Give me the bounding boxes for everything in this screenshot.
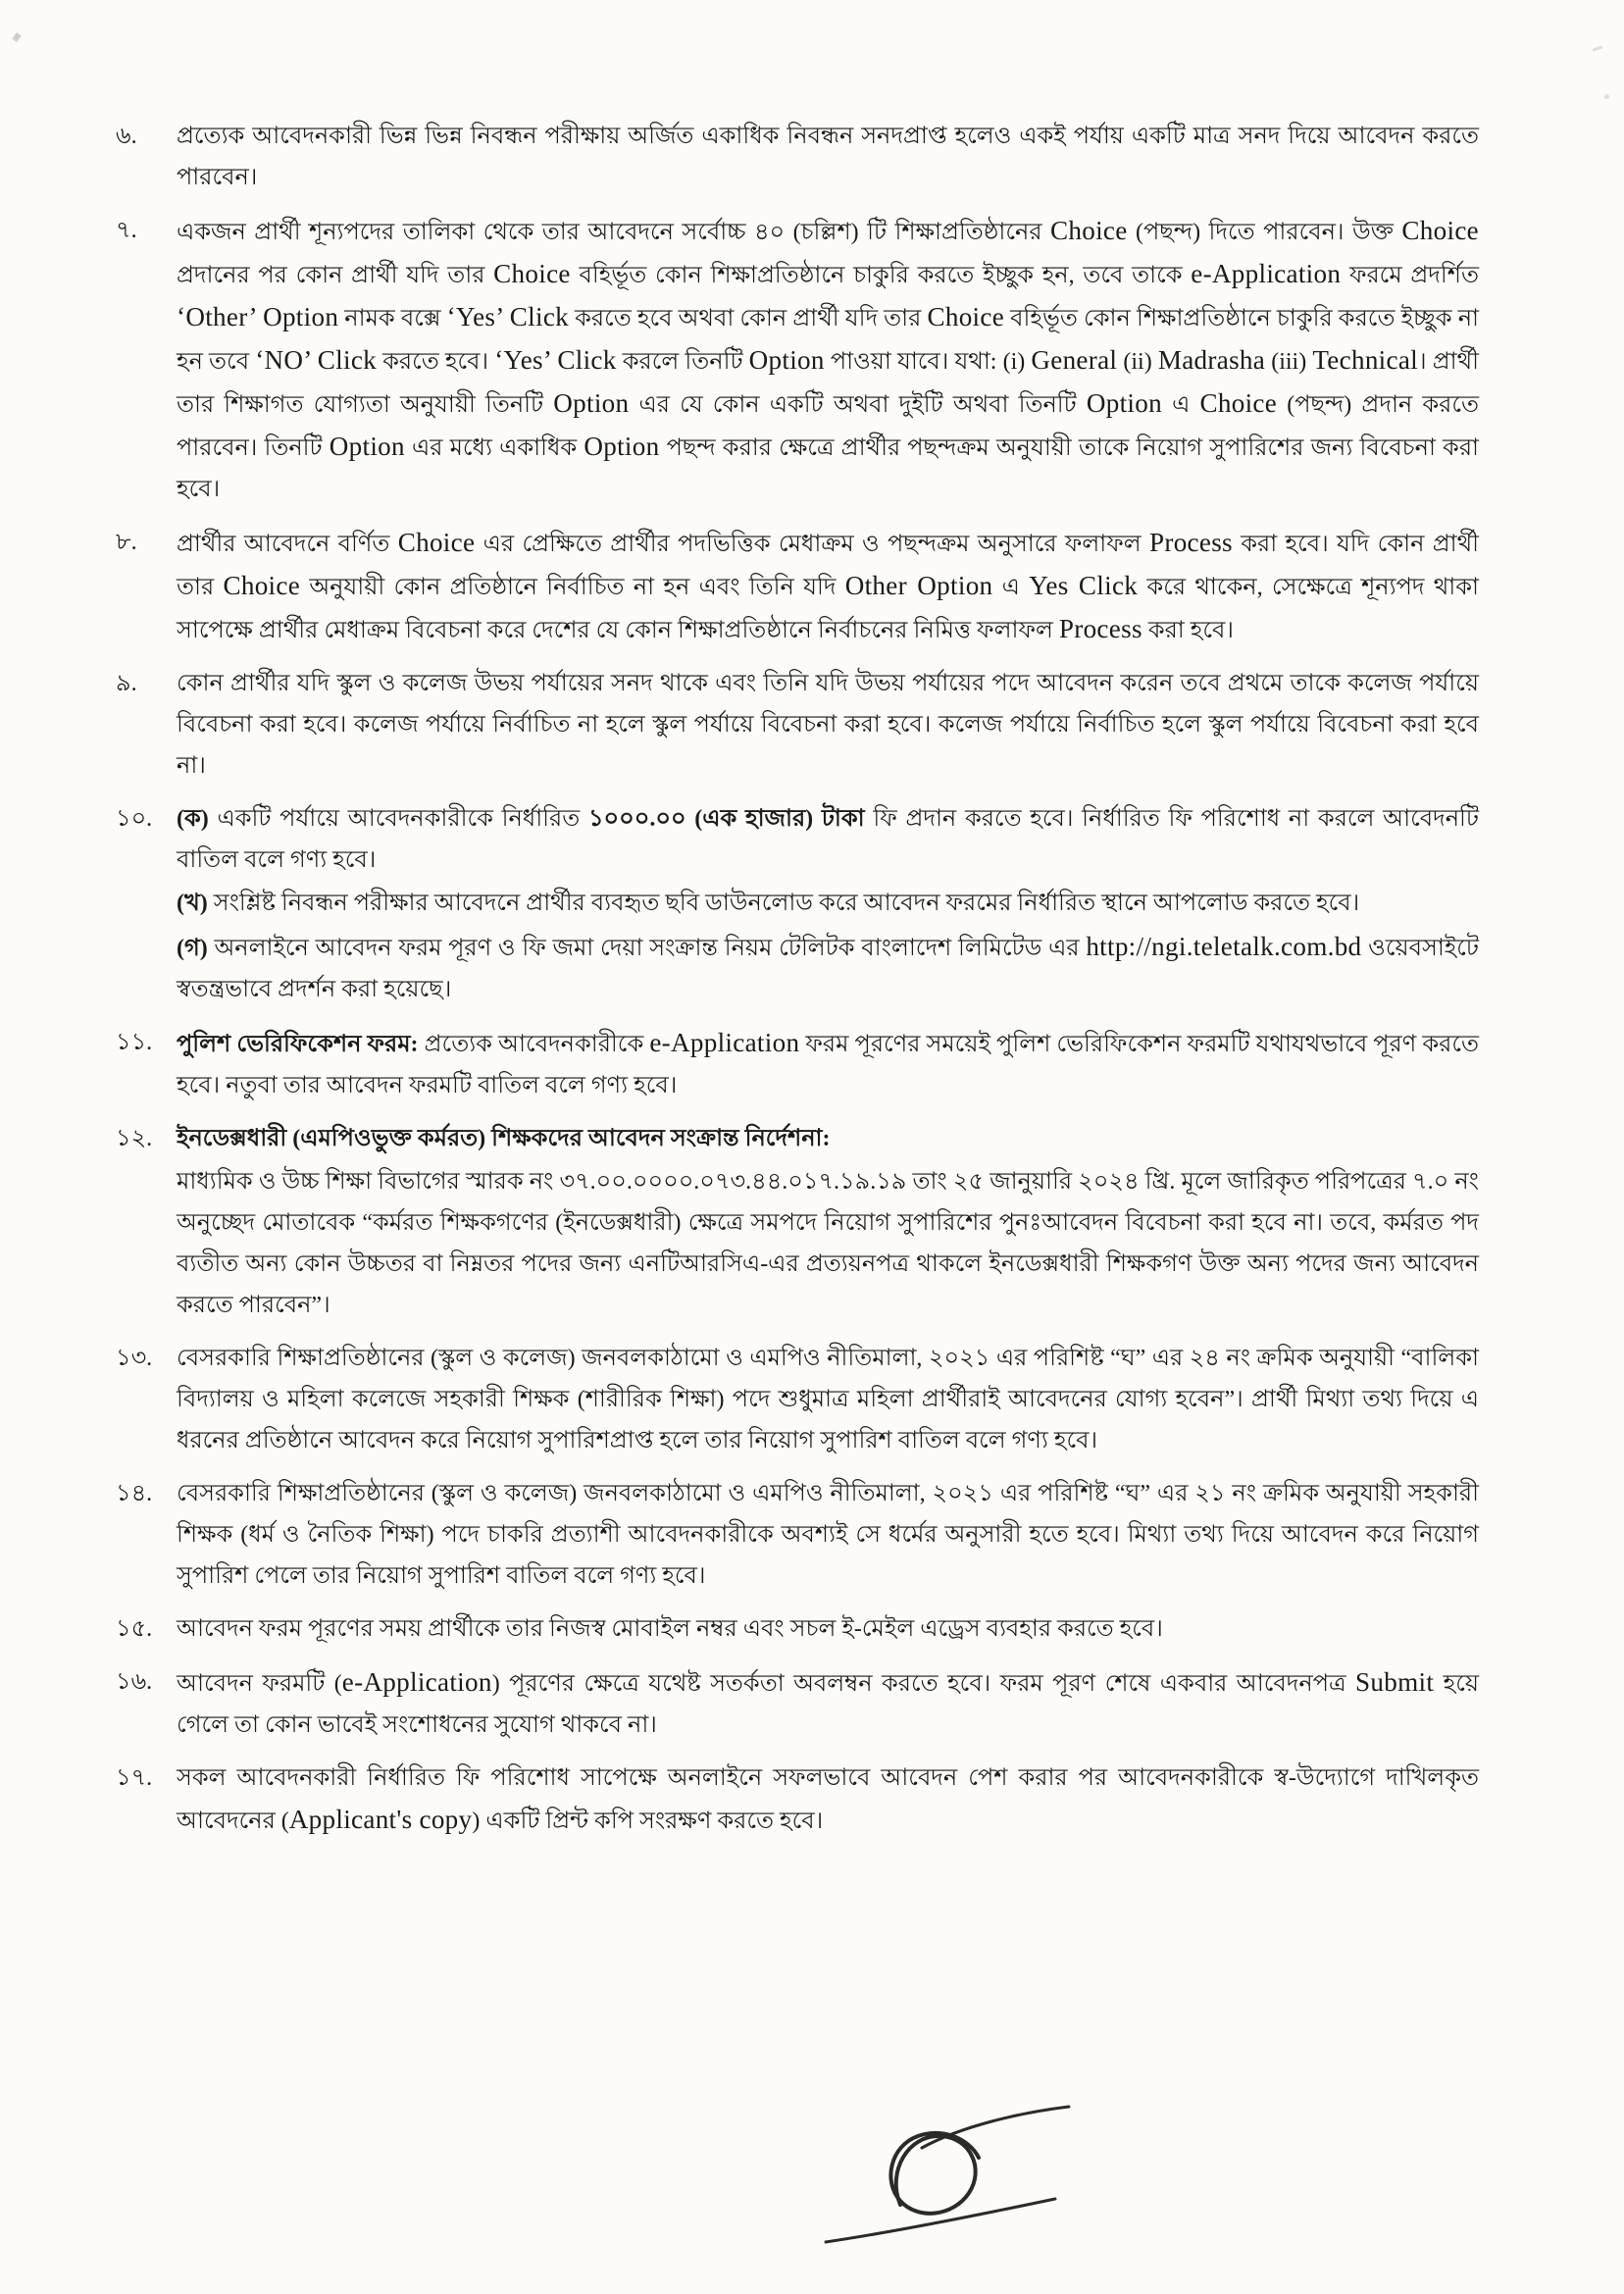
item-body xyxy=(177,1022,1479,1108)
text-run: কোন প্রার্থীর যদি স্কুল ও কলেজ উভয় পর্যায়ের সনদ থাকে এবং তিনি যদি উভয় পর্যায়ের পদে আবেদন করেন তবে প্রথমে তাকে কলেজ পর্যায়ে বিবেচনা করা হবে। কলেজ পর্যায়ে নির্বাচিত না হলে স্কুল পর্যায়ে বিবেচনা করা হবে। কলেজ পর্যায়ে নির্বাচিত হলে স্কুল পর্যায়ে বিবেচনা করা হবে না। xyxy=(177,671,1479,779)
text-run: সকল আবেদনকারী নির্ধারিত ফি পরিশোধ সাপেক্ষে অনলাইনে সফলভাবে আবেদন পেশ করার পর আবেদনকারীকে স্ব-উদ্যোগে দাখিলকৃত আবেদনের ( xyxy=(177,1765,1479,1834)
text-run: Process xyxy=(1058,614,1142,643)
text-run: । প্রার্থী তার শিক্ষাগত যোগ্যতা অনুযায়ী তিনটি xyxy=(177,349,1479,418)
text-run: Applicant's copy xyxy=(288,1805,473,1834)
text-run: বেসরকারি শিক্ষাপ্রতিষ্ঠানের (স্কুল ও কলেজ) জনবলকাঠামো ও এমপিও নীতিমালা, ২০২১ এর পরিশিষ্ট “ঘ” এর ২১ নং ক্রমিক অনুযায়ী সহকারী শিক্ষক (ধর্ম ও নৈতিক শিক্ষা) পদে চাকরি প্রত্যাশী আবেদনকারীকে অবশ্যই সে ধর্মের অনুসারী হতে হবে। মিথ্যা তথ্য দিয়ে আবেদন করে নিয়োগ সুপারিশ পেলে তার নিয়োগ সুপারিশ বাতিল বলে গণ্য হবে। xyxy=(177,1481,1479,1589)
paragraph xyxy=(177,1758,1479,1842)
text-run: অনলাইনে আবেদন ফরম পূরণ ও ফি জমা দেয়া সংক্রান্ত নিয়ম টেলিটক বাংলাদেশ লিমিটেড এর xyxy=(207,936,1087,961)
paragraph xyxy=(177,1161,1479,1326)
text-run: ওয়েবসাইটে স্বতন্ত্রভাবে প্রদর্শন করা হয়েছে। xyxy=(177,936,1479,1002)
paragraph xyxy=(177,926,1479,1010)
paragraph xyxy=(177,1338,1479,1461)
item-number: ৭. xyxy=(116,218,137,243)
item-body xyxy=(177,522,1479,653)
text-run: (iii) xyxy=(1265,349,1313,375)
text-run: পছন্দ করার ক্ষেত্রে প্রার্থীর পছন্দক্রম অনুযায়ী তাকে নিয়োগ সুপারিশের জন্য বিবেচনা করা হবে। xyxy=(177,435,1479,502)
text-run: Choice xyxy=(927,302,1005,331)
text-run: প্রদানের পর কোন প্রার্থী যদি তার xyxy=(177,263,494,288)
text-run: General xyxy=(1031,345,1118,375)
text-run: (গ) xyxy=(177,936,208,961)
text-run: ‘Yes’ Click xyxy=(446,302,570,331)
list-item xyxy=(116,798,1479,1012)
signature xyxy=(775,2089,1128,2275)
text-run: ‘Yes’ Click xyxy=(494,345,617,375)
text-run: ) পূরণের ক্ষেত্রে যথেষ্ট সতর্কতা অবলম্বন করতে হবে। ফরম পূরণ শেষে একবার আবেদনপত্র xyxy=(491,1671,1356,1697)
list-item xyxy=(116,522,1479,653)
item-number: ৬. xyxy=(116,124,137,149)
text-run: Choice xyxy=(223,571,301,600)
text-run: Option xyxy=(584,432,660,461)
paragraph xyxy=(177,1661,1479,1746)
paragraph xyxy=(177,798,1479,881)
text-run: Choice xyxy=(1199,388,1278,418)
item-body xyxy=(177,798,1479,1012)
paragraph xyxy=(177,663,1479,787)
text-run: Option xyxy=(1086,388,1162,418)
text-run: করতে হবে। xyxy=(377,349,495,375)
text-run: (পছন্দ) দিতে পারবেন। উক্ত xyxy=(1127,220,1402,245)
text-run: করা হবে। যদি কোন প্রার্থী তার xyxy=(177,532,1479,600)
item-number: ১৬. xyxy=(116,1669,153,1695)
text-run: ‘NO’ Click xyxy=(255,345,378,375)
text-run: অনুযায়ী কোন প্রতিষ্ঠানে নির্বাচিত না হন এবং তিনি যদি xyxy=(300,575,845,600)
item-body xyxy=(177,1118,1479,1328)
list-item xyxy=(116,210,1479,512)
text-run: Other Option xyxy=(844,571,993,600)
text-run: Submit xyxy=(1355,1667,1435,1697)
item-number: ৯. xyxy=(116,671,137,696)
text-run: সংশ্লিষ্ট নিবন্ধন পরীক্ষার আবেদনে প্রার্থীর ব্যবহৃত ছবি ডাউনলোড করে আবেদন ফরমের নির্ধারিত স্থানে আপলোড করতে হবে। xyxy=(207,891,1360,916)
item-number: ১৩. xyxy=(116,1346,153,1371)
item-body xyxy=(177,1473,1479,1599)
list-item xyxy=(116,1473,1479,1599)
item-number: ১৪. xyxy=(116,1481,153,1506)
text-run: প্রত্যেক আবেদনকারী ভিন্ন ভিন্ন নিবন্ধন পরীক্ষায় অর্জিত একাধিক নিবন্ধন সনদপ্রাপ্ত হলেও একই পর্যায় একটি মাত্র সনদ দিয়ে আবেদন করতে পারবেন। xyxy=(177,124,1479,190)
item-body xyxy=(177,663,1479,789)
text-run: প্রার্থীর আবেদনে বর্ণিত xyxy=(177,532,398,557)
text-run: মাধ্যমিক ও উচ্চ শিক্ষা বিভাগের স্মারক নং ৩৭.০০.০০০০.০৭৩.৪৪.০১৭.১৯.১৯ তাং ২৫ জানুয়ারি ২০২৪ খ্রি. মূলে জারিকৃত পরিপত্রের ৭.০ নং অনুচ্ছেদ মোতাবেক “কর্মরত শিক্ষকগণের (ইনডেক্সধারী) ক্ষেত্রে সমপদে নিয়োগ সুপারিশের পুনঃআবেদন বিবেচনা করা হবে না। তবে, কর্মরত পদ ব্যতীত অন্য কোন উচ্চতর বা নিম্নতর পদের জন্য এনটিআরসিএ-এর প্রত্যয়নপত্র থাকলে ইনডেক্সধারী শিক্ষকগণ উক্ত অন্য পদের জন্য আবেদন করতে পারবেন”। xyxy=(177,1169,1479,1318)
text-run: Option xyxy=(553,388,630,418)
website-url: http://ngi.teletalk.com.bd xyxy=(1086,932,1362,961)
scan-artifact xyxy=(12,32,22,42)
text-run: Madrasha xyxy=(1157,345,1266,375)
text-run: (ক) xyxy=(177,806,209,832)
text-run: Technical xyxy=(1312,345,1418,375)
item-number: ১৭. xyxy=(116,1765,153,1791)
item-number: ১৫. xyxy=(116,1616,153,1642)
text-run: হয়ে গেলে তা কোন ভাবেই সংশোধনের সুযোগ থাকবে না। xyxy=(177,1671,1479,1738)
text-run: ) একটি প্রিন্ট কপি সংরক্ষণ করতে হবে। xyxy=(472,1809,824,1834)
text-run: নামক বক্সে xyxy=(338,306,447,331)
paragraph xyxy=(177,1022,1479,1106)
text-run: Option xyxy=(748,345,825,375)
text-run: করতে হবে অথবা কোন প্রার্থী যদি তার xyxy=(569,306,928,331)
text-run: পুলিশ ভেরিফিকেশন ফরম: xyxy=(177,1032,419,1057)
text-run: Process xyxy=(1148,528,1233,557)
text-run: Choice xyxy=(1401,216,1479,245)
text-run: ফি প্রদান করতে হবে। নির্ধারিত ফি পরিশোধ না করলে আবেদনটি বাতিল বলে গণ্য হবে। xyxy=(177,806,1479,873)
text-run: Choice xyxy=(397,528,476,557)
items-list xyxy=(116,116,1479,1854)
text-run: প্রত্যেক আবেদনকারীকে xyxy=(418,1032,650,1057)
signature-flourish-top xyxy=(922,2107,1069,2148)
list-item xyxy=(116,1338,1479,1463)
text-run: Option xyxy=(329,432,405,461)
signature-loop xyxy=(890,2133,979,2214)
text-run: এর প্রেক্ষিতে প্রার্থীর পদভিত্তিক মেধাক্রম ও পছন্দক্রম অনুসারে ফলাফল xyxy=(475,532,1149,557)
text-run: (ii) xyxy=(1117,349,1158,375)
text-run: করে থাকেন, সেক্ষেত্রে শূন্যপদ থাকা সাপেক্ষে প্রার্থীর মেধাক্রম বিবেচনা করে দেশের যে কোন শিক্ষাপ্রতিষ্ঠানে নির্বাচনের নিমিত্ত ফলাফল xyxy=(177,575,1480,643)
list-item xyxy=(116,1758,1479,1844)
text-run: বহির্ভূত কোন শিক্ষাপ্রতিষ্ঠানে চাকুরি করতে ইচ্ছুক হন, তবে তাকে xyxy=(570,263,1192,288)
text-run: এ xyxy=(992,575,1030,600)
text-run: এ xyxy=(1161,392,1200,418)
text-run: করলে তিনটি xyxy=(616,349,749,375)
paragraph xyxy=(177,1473,1479,1597)
text-run: ফরম পূরণের সময়েই পুলিশ ভেরিফিকেশন ফরমটি যথাযথভাবে পূরণ করতে হবে। নতুবা তার আবেদন ফরমটি বাতিল বলে গণ্য হবে। xyxy=(177,1032,1480,1098)
text-run: করা হবে। xyxy=(1142,618,1234,643)
text-run: ১০০০.০০ (এক হাজার) টাকা xyxy=(587,806,865,832)
text-run: এর মধ্যে একাধিক xyxy=(404,435,584,461)
text-run: e-Application xyxy=(341,1667,492,1697)
list-item xyxy=(116,663,1479,789)
item-body xyxy=(177,210,1479,512)
item-number: ৮. xyxy=(116,530,137,555)
text-run: ফরমে প্রদর্শিত xyxy=(1341,263,1479,288)
text-run: বহির্ভূত কোন শিক্ষাপ্রতিষ্ঠানে চাকুরি করতে ইচ্ছুক না হন তবে xyxy=(177,306,1479,375)
text-run: e-Application xyxy=(649,1028,800,1057)
paragraph xyxy=(177,522,1479,651)
paragraph xyxy=(177,116,1479,198)
paragraph xyxy=(177,1608,1479,1650)
list-item xyxy=(116,116,1479,200)
list-item xyxy=(116,1118,1479,1328)
paragraph xyxy=(177,210,1479,510)
text-run: একজন প্রার্থী শূন্যপদের তালিকা থেকে তার আবেদনে সর্বোচ্চ ৪০ (চল্লিশ) টি শিক্ষাপ্রতিষ্ঠানের xyxy=(177,220,1050,245)
list-item xyxy=(116,1022,1479,1108)
text-run: আবেদন ফরমটি ( xyxy=(177,1671,342,1697)
text-run: এর যে কোন একটি অথবা দুইটি অথবা তিনটি xyxy=(629,392,1087,418)
item-number: ১০. xyxy=(116,806,153,832)
text-run: e-Application xyxy=(1191,259,1342,288)
item-body xyxy=(177,1608,1479,1652)
list-item xyxy=(116,1608,1479,1652)
text-run: (খ) xyxy=(177,891,208,916)
item-body xyxy=(177,1661,1479,1748)
item-body xyxy=(177,1338,1479,1463)
text-run: আবেদন ফরম পূরণের সময় প্রার্থীকে তার নিজস্ব মোবাইল নম্বর এবং সচল ই-মেইল এড্রেস ব্যবহার করতে হবে। xyxy=(177,1616,1163,1642)
item-number: ১২. xyxy=(116,1126,153,1151)
text-run: পাওয়া যাবে। যথা: (i) xyxy=(824,349,1032,375)
signature-flourish-bottom xyxy=(826,2199,1055,2242)
text-run: ইনডেক্সধারী (এমপিওভুক্ত কর্মরত) শিক্ষকদের আবেদন সংক্রান্ত নির্দেশনা: xyxy=(177,1126,831,1151)
text-run: Choice xyxy=(493,259,571,288)
text-run: (পছন্দ) প্রদান করতে পারবেন। তিনটি xyxy=(177,392,1480,461)
item-body xyxy=(177,1758,1479,1844)
paragraph xyxy=(177,883,1479,924)
text-run: বেসরকারি শিক্ষাপ্রতিষ্ঠানের (স্কুল ও কলেজ) জনবলকাঠামো ও এমপিও নীতিমালা, ২০২১ এর পরিশিষ্ট “ঘ” এর ২৪ নং ক্রমিক অনুযায়ী “বালিকা বিদ্যালয় ও মহিলা কলেজে সহকারী শিক্ষক (শারীরিক শিক্ষা) পদে শুধুমাত্র মহিলা প্রার্থীরাই আবেদনের যোগ্য হবেন”। প্রার্থী মিথ্যা তথ্য দিয়ে এ ধরনের প্রতিষ্ঠানে আবেদন করে নিয়োগ সুপারিশপ্রাপ্ত হলে তার নিয়োগ সুপারিশ বাতিল বলে গণ্য হবে। xyxy=(177,1346,1479,1453)
scan-artifact xyxy=(1593,45,1602,51)
text-run: Yes Click xyxy=(1029,571,1139,600)
text-run: একটি পর্যায়ে আবেদনকারীকে নির্ধারিত xyxy=(208,806,588,832)
scan-artifact xyxy=(1604,94,1609,99)
paragraph xyxy=(177,1118,1479,1159)
text-run: Choice xyxy=(1049,216,1128,245)
text-run: ‘Other’ Option xyxy=(177,302,339,331)
list-item xyxy=(116,1661,1479,1748)
item-number: ১১. xyxy=(116,1030,153,1055)
item-body xyxy=(177,116,1479,200)
